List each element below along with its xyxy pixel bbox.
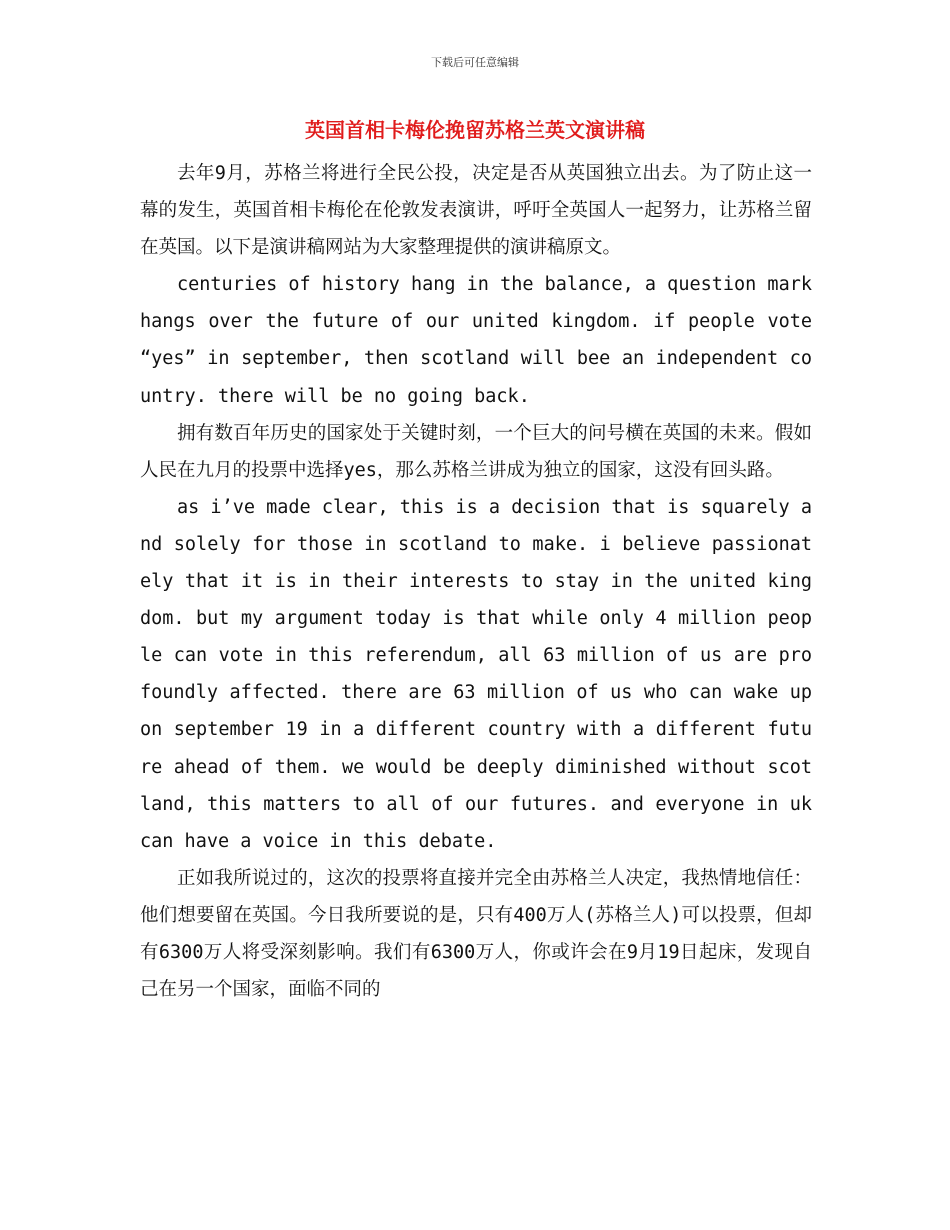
paragraph-english-1: centuries of history hang in the balance, a question mark hangs over the future of our united kingdom. if people vote “yes” in september, then scotland will bee an independent country. there will be no going back. <box>140 274 812 407</box>
paragraph-english-2: as i’ve made clear, this is a decision that is squarely and solely for those in scotland to make. i believe passionately that it is in their interests to stay in the united kingdom. but my argument today is that while only 4 million people can vote in this referendum, all 63 million of us are profoundly affected. there are 63 million of us who can wake up on september 19 in a different country with a different future ahead of them. we would be deeply diminished without scotland, this matters to all of our futures. and everyone in uk can have a voice in this debate. <box>140 496 812 852</box>
document-body <box>140 155 812 1008</box>
paragraph-chinese-1: 拥有数百年历史的国家处于关键时刻，一个巨大的问号横在英国的未来。假如人民在九月的投票中选择yes，那么苏格兰讲成为独立的国家，这没有回头路。 <box>140 422 812 481</box>
paragraph-chinese-2: 正如我所说过的，这次的投票将直接并完全由苏格兰人决定，我热情地信任：他们想要留在英国。今日我所要说的是，只有400万人(苏格兰人)可以投票，但却有6300万人将受深刻影响。我们有6300万人，你或许会在9月19日起床，发现自己在另一个国家，面临不同的 <box>140 867 812 1001</box>
header-note: 下载后可任意编辑 <box>431 56 519 69</box>
paragraph-intro: 去年9月，苏格兰将进行全民公投，决定是否从英国独立出去。为了防止这一幕的发生，英国首相卡梅伦在伦敦发表演讲，呼吁全英国人一起努力，让苏格兰留在英国。以下是演讲稿网站为大家整理提供的演讲稿原文。 <box>140 163 812 259</box>
document-title: 英国首相卡梅伦挽留苏格兰英文演讲稿 <box>305 118 645 142</box>
